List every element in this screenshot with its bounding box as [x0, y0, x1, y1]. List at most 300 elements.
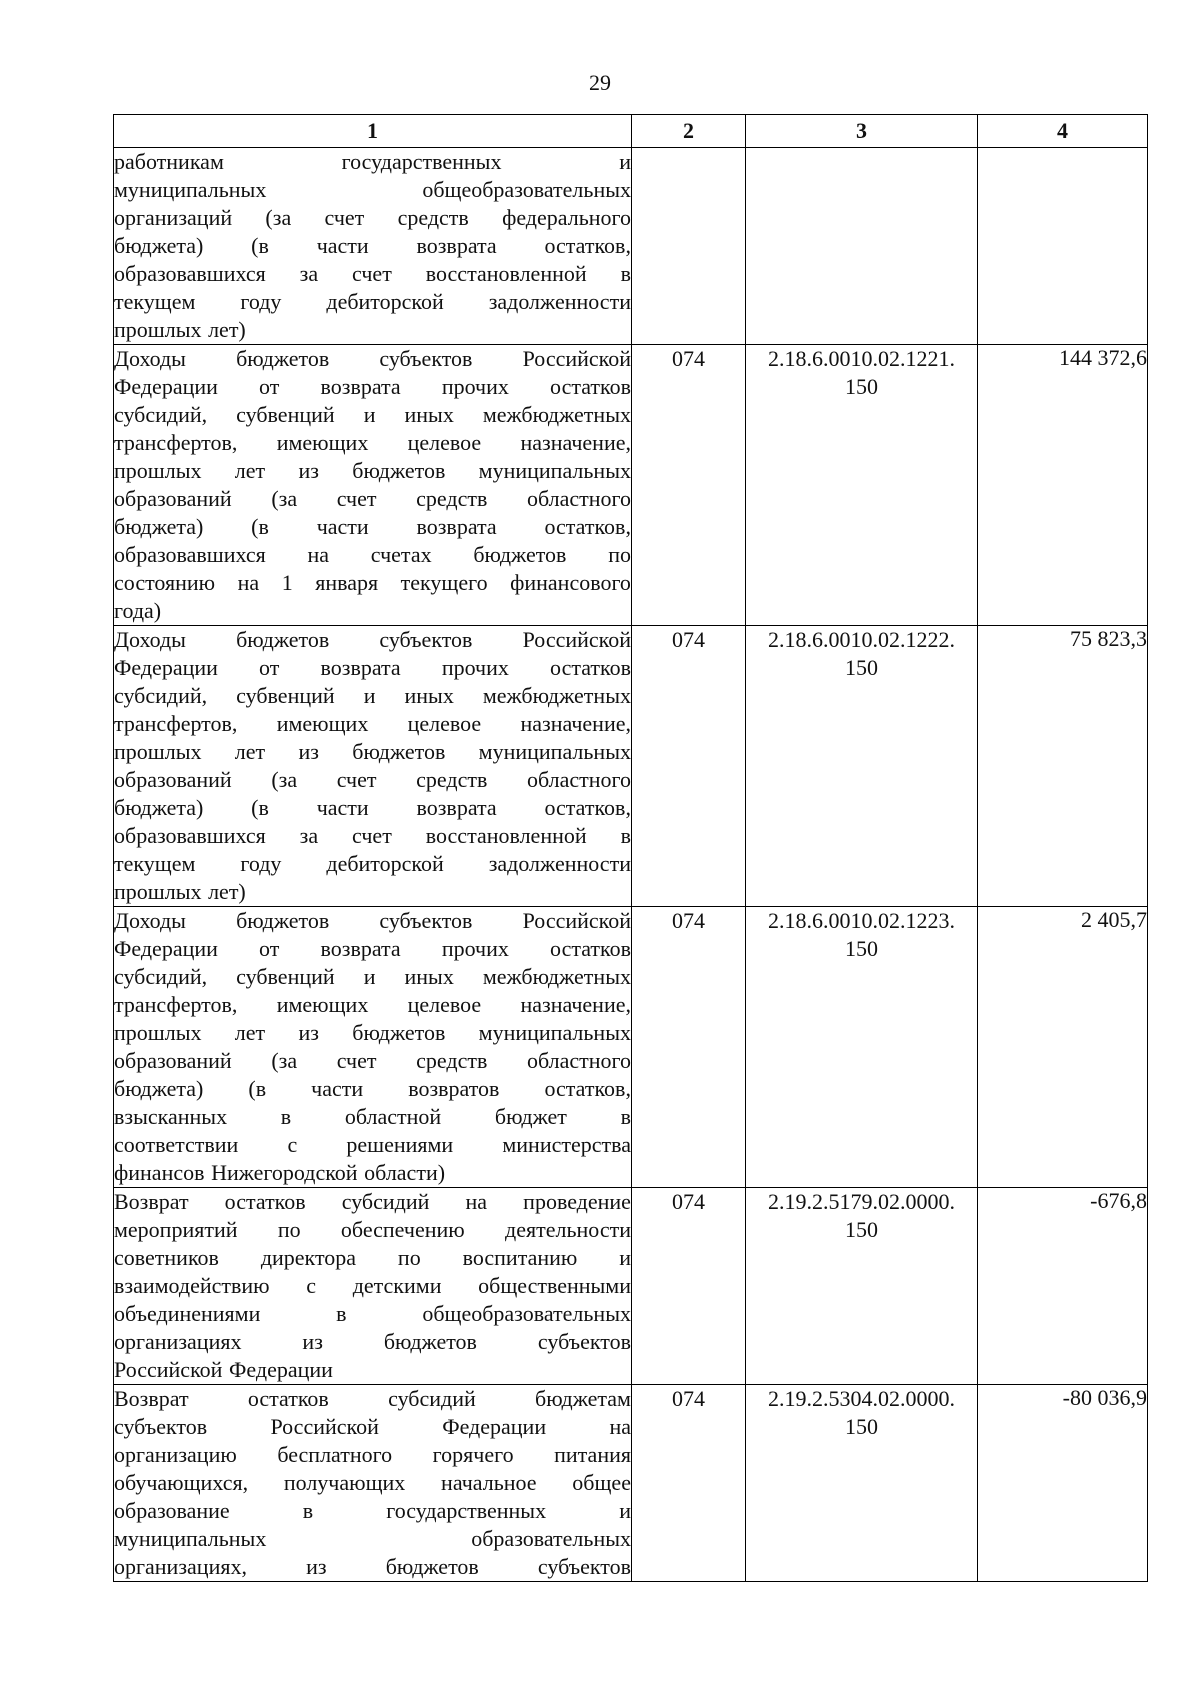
word: взысканных: [114, 1104, 228, 1129]
word: из: [306, 1554, 327, 1579]
column-header-2: 2: [632, 115, 746, 148]
word: (за: [271, 486, 298, 511]
description-cell: [114, 626, 632, 907]
word: году: [240, 851, 282, 876]
word: января: [315, 570, 379, 595]
word: счет: [336, 767, 377, 792]
admin-code-cell: 074: [632, 1188, 746, 1385]
word: бюджета): [114, 1076, 204, 1101]
description-line: [114, 1075, 631, 1103]
word: лет): [208, 317, 246, 342]
table-row: [114, 1385, 1148, 1582]
word: получающих: [283, 1470, 406, 1495]
word: прошлых: [114, 317, 202, 342]
word: за: [299, 261, 319, 286]
word: задолженности: [488, 289, 631, 314]
word: питания: [554, 1442, 631, 1467]
description-cell: [114, 1188, 632, 1385]
word: с: [306, 1273, 317, 1298]
word: муниципальных: [478, 458, 631, 483]
word: дебиторской: [326, 851, 444, 876]
classification-code-part: 150: [845, 1217, 878, 1242]
word: обеспечению: [340, 1217, 465, 1242]
word: субсидий,: [114, 683, 208, 708]
column-header-3: 3: [746, 115, 978, 148]
table-header: [114, 115, 1148, 148]
word: счет: [352, 823, 392, 848]
classification-code-cell: [746, 1385, 978, 1582]
word: (за: [271, 767, 298, 792]
word: лет: [234, 1020, 266, 1045]
word: субсидий: [341, 1189, 430, 1214]
word: субъектов: [379, 627, 473, 652]
word: остатков: [550, 374, 631, 399]
description-line: [114, 907, 631, 935]
admin-code-cell: 074: [632, 1385, 746, 1582]
word: иных: [404, 683, 454, 708]
word: счет: [336, 1048, 377, 1073]
word: начальное: [441, 1470, 537, 1495]
word: целевое: [407, 430, 482, 455]
word: Возврат: [114, 1386, 189, 1411]
word: восстановленной: [425, 261, 587, 286]
table-row: [114, 626, 1148, 907]
word: межбюджетных: [482, 402, 631, 427]
word: остатков,: [544, 233, 631, 258]
amount-cell: 75 823,3: [978, 626, 1148, 907]
description-line: [114, 1553, 631, 1581]
word: трансфертов,: [114, 711, 238, 736]
word: Федерации: [114, 374, 218, 399]
word: и: [363, 683, 376, 708]
description-line: [114, 1525, 631, 1553]
word: горячего: [432, 1442, 514, 1467]
word: средств: [416, 767, 488, 792]
word: восстановленной: [425, 823, 587, 848]
classification-code-part: 150: [845, 1414, 878, 1439]
word: лет: [234, 458, 266, 483]
word: году: [240, 289, 282, 314]
description-line: [114, 991, 631, 1019]
word: муниципальных: [114, 1526, 267, 1551]
word: прочих: [441, 936, 509, 961]
word: субъектов: [114, 1414, 208, 1439]
description-line: [114, 204, 631, 232]
word: остатков,: [544, 795, 631, 820]
word: на: [237, 570, 260, 595]
word: назначение,: [520, 430, 631, 455]
word: с: [287, 1132, 298, 1157]
description-line: [114, 148, 631, 176]
word: (в: [248, 1076, 267, 1101]
word: (за: [265, 205, 292, 230]
word: области): [364, 1160, 446, 1185]
description-line: [114, 260, 631, 288]
description-line: [114, 176, 631, 204]
word: воспитанию: [462, 1245, 578, 1270]
word: за: [299, 823, 319, 848]
word: областной: [344, 1104, 442, 1129]
word: финансов: [114, 1160, 205, 1185]
word: остатков: [224, 1189, 306, 1214]
word: 1: [281, 570, 293, 595]
table-row: [114, 1188, 1148, 1385]
description-cell: [114, 1385, 632, 1582]
description-line: [114, 1413, 631, 1441]
description-cell: [114, 148, 632, 345]
word: деятельности: [505, 1217, 631, 1242]
description-cell: [114, 345, 632, 626]
budget-table: [113, 114, 1148, 1582]
word: муниципальных: [114, 177, 267, 202]
word: Доходы: [114, 627, 186, 652]
description-line: [114, 682, 631, 710]
word: возвратов: [408, 1076, 500, 1101]
word: иных: [404, 402, 454, 427]
word: на: [609, 1414, 631, 1439]
word: работникам: [114, 149, 224, 174]
description-line: [114, 401, 631, 429]
word: общеобразовательных: [422, 1301, 631, 1326]
description-line: [114, 1216, 631, 1244]
word: и: [363, 402, 376, 427]
classification-code-part: 2.19.2.5179.02.0000.: [768, 1189, 955, 1214]
word: государственных: [386, 1498, 547, 1523]
word: бюджетов: [352, 458, 446, 483]
classification-code-part: 150: [845, 655, 878, 680]
word: части: [316, 795, 369, 820]
word: бюджета): [114, 795, 204, 820]
description-line: [114, 316, 631, 344]
description-line: [114, 1188, 631, 1216]
word: целевое: [407, 992, 482, 1017]
word: по: [277, 1217, 301, 1242]
description-line: [114, 1328, 631, 1356]
word: (в: [251, 795, 269, 820]
word: года): [114, 598, 162, 623]
word: советников: [114, 1245, 219, 1270]
word: от: [259, 936, 280, 961]
description-line: [114, 345, 631, 373]
word: задолженности: [488, 851, 631, 876]
word: общественными: [478, 1273, 631, 1298]
word: межбюджетных: [482, 964, 631, 989]
word: прошлых: [114, 458, 202, 483]
word: трансфертов,: [114, 992, 238, 1017]
classification-code-cell: [746, 1188, 978, 1385]
word: и: [363, 964, 376, 989]
word: в: [302, 1498, 314, 1523]
description-line: [114, 850, 631, 878]
word: бюджетов: [236, 346, 330, 371]
word: (за: [271, 1048, 298, 1073]
word: возврата: [320, 374, 401, 399]
word: муниципальных: [478, 1020, 631, 1045]
classification-code-part: 2.18.6.0010.02.1222.: [768, 627, 955, 652]
word: субсидий,: [114, 402, 208, 427]
description-line: [114, 1385, 631, 1413]
word: назначение,: [520, 992, 631, 1017]
word: бюджетов: [352, 1020, 446, 1045]
description-line: [114, 626, 631, 654]
word: муниципальных: [478, 739, 631, 764]
description-line: [114, 794, 631, 822]
word: бюджетов: [352, 739, 446, 764]
word: текущем: [114, 851, 196, 876]
word: имеющих: [276, 992, 369, 1017]
word: финансового: [510, 570, 631, 595]
column-header-4: 4: [978, 115, 1148, 148]
classification-code-part: 2.18.6.0010.02.1221.: [768, 346, 955, 371]
word: счет: [324, 205, 365, 230]
word: на: [307, 542, 330, 567]
word: от: [259, 374, 280, 399]
classification-code-cell: [746, 345, 978, 626]
word: в: [620, 261, 631, 286]
word: в: [336, 1301, 347, 1326]
description-line: [114, 373, 631, 401]
word: возврата: [416, 233, 497, 258]
word: возврата: [416, 795, 497, 820]
word: из: [298, 739, 319, 764]
word: Российской: [270, 1414, 379, 1439]
word: средств: [397, 205, 469, 230]
word: субвенций: [236, 964, 335, 989]
description-cell: [114, 907, 632, 1188]
description-line: [114, 597, 631, 625]
amount-cell: 144 372,6: [978, 345, 1148, 626]
description-line: [114, 232, 631, 260]
word: областного: [526, 1048, 631, 1073]
description-line: [114, 1356, 631, 1384]
word: от: [259, 655, 280, 680]
word: Доходы: [114, 346, 186, 371]
word: в: [280, 1104, 292, 1129]
word: бюджета): [114, 233, 204, 258]
word: средств: [416, 486, 488, 511]
word: субъектов: [379, 908, 473, 933]
word: остатков: [550, 655, 631, 680]
description-line: [114, 1497, 631, 1525]
word: бюджетов: [385, 1554, 479, 1579]
word: субъектов: [537, 1554, 631, 1579]
word: целевое: [407, 711, 482, 736]
word: общеобразовательных: [422, 177, 631, 202]
word: дебиторской: [326, 289, 444, 314]
word: Российской: [522, 627, 631, 652]
word: образований: [114, 1048, 232, 1073]
description-line: [114, 822, 631, 850]
description-line: [114, 1441, 631, 1469]
word: областного: [526, 486, 631, 511]
word: счет: [336, 486, 377, 511]
word: части: [311, 1076, 364, 1101]
word: образование: [114, 1498, 230, 1523]
column-header-1: 1: [114, 115, 632, 148]
word: остатков: [550, 936, 631, 961]
word: субвенций: [236, 683, 335, 708]
admin-code-cell: 074: [632, 345, 746, 626]
word: образований: [114, 767, 232, 792]
word: общее: [572, 1470, 631, 1495]
description-line: [114, 1159, 631, 1187]
word: прошлых: [114, 1020, 202, 1045]
word: бюджетов: [236, 627, 330, 652]
word: Федерации: [114, 936, 218, 961]
amount-cell: -676,8: [978, 1188, 1148, 1385]
word: счетах: [370, 542, 432, 567]
word: решениями: [346, 1132, 454, 1157]
page-number: 29: [589, 70, 611, 95]
word: иных: [404, 964, 454, 989]
word: бюджет: [494, 1104, 567, 1129]
word: части: [316, 514, 369, 539]
description-line: [114, 569, 631, 597]
word: средств: [416, 1048, 488, 1073]
word: Российской: [114, 1357, 223, 1382]
word: (в: [251, 514, 269, 539]
description-line: [114, 963, 631, 991]
word: Российской: [522, 346, 631, 371]
description-line: [114, 766, 631, 794]
word: на: [465, 1189, 488, 1214]
word: федерального: [502, 205, 631, 230]
description-line: [114, 654, 631, 682]
word: остатков: [247, 1386, 329, 1411]
description-line: [114, 1244, 631, 1272]
word: Федерации: [114, 655, 218, 680]
word: в: [620, 823, 631, 848]
description-line: [114, 1103, 631, 1131]
word: соответствии: [114, 1132, 239, 1157]
classification-code-part: 2.19.2.5304.02.0000.: [768, 1386, 955, 1411]
word: счет: [352, 261, 392, 286]
word: объединениями: [114, 1301, 261, 1326]
word: взаимодействию: [114, 1273, 270, 1298]
description-line: [114, 878, 631, 906]
description-line: [114, 1272, 631, 1300]
word: по: [397, 1245, 421, 1270]
description-line: [114, 710, 631, 738]
word: по: [608, 542, 631, 567]
word: директора: [260, 1245, 357, 1270]
word: Российской: [522, 908, 631, 933]
word: субъектов: [379, 346, 473, 371]
word: образований: [114, 486, 232, 511]
description-line: [114, 288, 631, 316]
word: имеющих: [276, 711, 369, 736]
word: субъектов: [537, 1329, 631, 1354]
description-line: [114, 1469, 631, 1497]
word: Доходы: [114, 908, 186, 933]
word: образовавшихся: [114, 261, 266, 286]
description-line: [114, 485, 631, 513]
word: мероприятий: [114, 1217, 238, 1242]
word: организациях,: [114, 1554, 247, 1579]
word: лет): [208, 879, 246, 904]
classification-code-part: 2.18.6.0010.02.1223.: [768, 908, 955, 933]
description-line: [114, 513, 631, 541]
word: назначение,: [520, 711, 631, 736]
word: из: [302, 1329, 323, 1354]
word: и: [619, 149, 631, 174]
word: прошлых: [114, 879, 202, 904]
word: состоянию: [114, 570, 216, 595]
classification-code-cell: [746, 148, 978, 345]
description-line: [114, 1047, 631, 1075]
word: возврата: [416, 514, 497, 539]
word: министерства: [502, 1132, 631, 1157]
word: Федерации: [229, 1357, 333, 1382]
word: возврата: [320, 655, 401, 680]
admin-code-cell: [632, 148, 746, 345]
word: обучающихся,: [114, 1470, 249, 1495]
admin-code-cell: 074: [632, 626, 746, 907]
word: из: [298, 1020, 319, 1045]
word: текущем: [114, 289, 196, 314]
word: из: [298, 458, 319, 483]
word: бюджетов: [473, 542, 567, 567]
description-line: [114, 541, 631, 569]
word: субсидий,: [114, 964, 208, 989]
word: возврата: [320, 936, 401, 961]
word: образовавшихся: [114, 542, 266, 567]
word: текущего: [400, 570, 488, 595]
word: остатков,: [544, 514, 631, 539]
table-row: [114, 907, 1148, 1188]
word: субсидий: [388, 1386, 476, 1411]
amount-cell: 2 405,7: [978, 907, 1148, 1188]
word: прочих: [441, 374, 509, 399]
word: (в: [251, 233, 269, 258]
description-line: [114, 1300, 631, 1328]
word: проведение: [523, 1189, 631, 1214]
word: областного: [526, 767, 631, 792]
description-line: [114, 1131, 631, 1159]
word: организацию: [114, 1442, 237, 1467]
description-line: [114, 738, 631, 766]
word: образовавшихся: [114, 823, 266, 848]
word: части: [316, 233, 369, 258]
word: организаций: [114, 205, 233, 230]
table-row: [114, 345, 1148, 626]
word: межбюджетных: [482, 683, 631, 708]
classification-code-cell: [746, 907, 978, 1188]
word: бюджетам: [535, 1386, 631, 1411]
word: детскими: [352, 1273, 442, 1298]
description-line: [114, 457, 631, 485]
word: Нижегородской: [211, 1160, 358, 1185]
amount-cell: -80 036,9: [978, 1385, 1148, 1582]
word: бюджетов: [236, 908, 330, 933]
classification-code-cell: [746, 626, 978, 907]
description-line: [114, 935, 631, 963]
description-line: [114, 1019, 631, 1047]
word: трансфертов,: [114, 430, 238, 455]
word: лет: [234, 739, 266, 764]
word: образовательных: [471, 1526, 631, 1551]
word: и: [619, 1498, 631, 1523]
word: остатков,: [544, 1076, 631, 1101]
word: государственных: [341, 149, 502, 174]
description-line: [114, 429, 631, 457]
word: прошлых: [114, 739, 202, 764]
word: субвенций: [236, 402, 335, 427]
word: и: [619, 1245, 631, 1270]
word: прочих: [441, 655, 509, 680]
table-row: [114, 148, 1148, 345]
word: в: [620, 1104, 631, 1129]
